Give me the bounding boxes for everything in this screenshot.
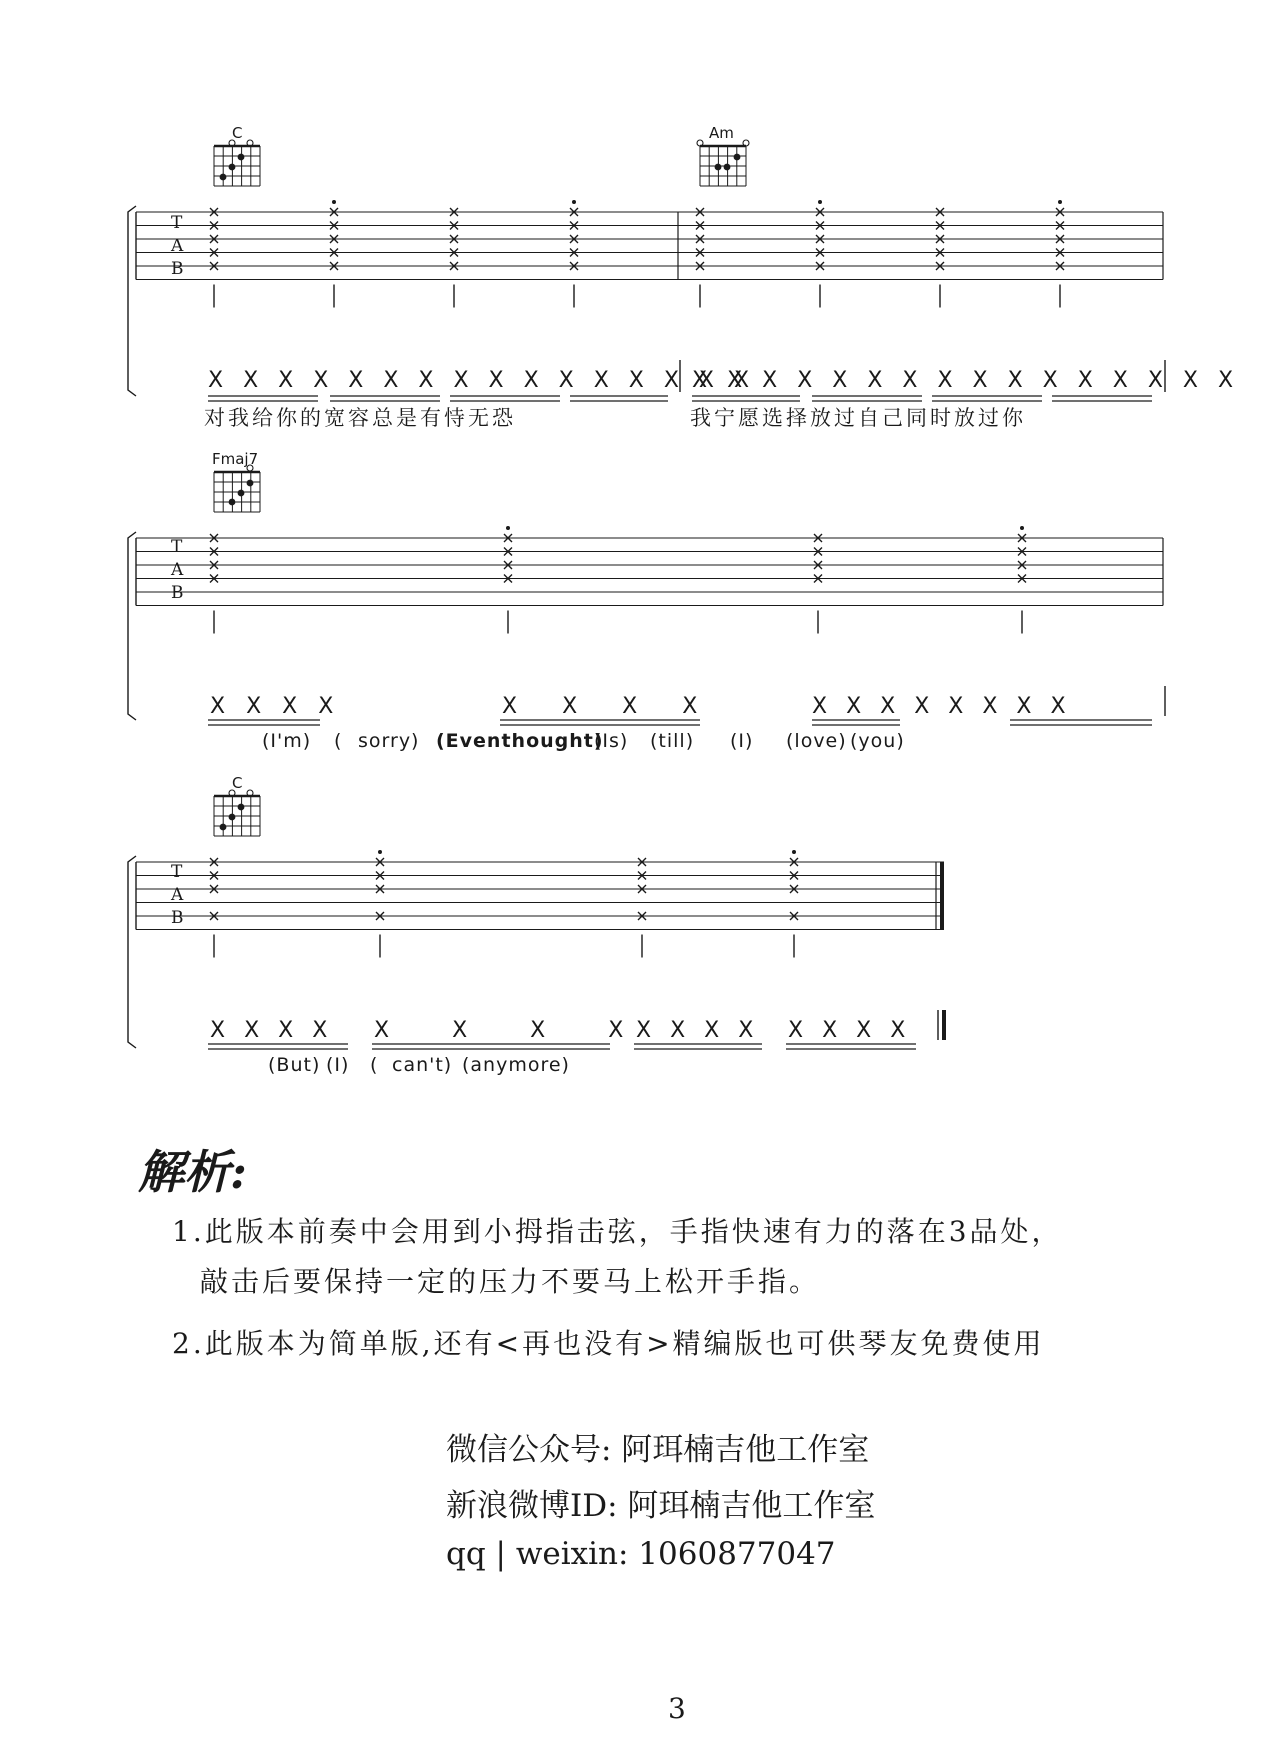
accent-dot (792, 850, 796, 854)
finger-dot (220, 174, 227, 181)
lyric-word: (till) (650, 730, 695, 752)
chord-name-c-2: C (232, 774, 243, 792)
tab-letter-a: A (171, 885, 184, 905)
rhythm-bar-1: X X X X X X X X X X X X X X X X (208, 368, 756, 393)
tab-letter-t: T (171, 213, 183, 233)
lyric-word: can't) (392, 1054, 453, 1076)
rhythm-s2-c: X X X X X X X X (812, 694, 1066, 719)
analysis-note-1-line-2: 敲击后要保持一定的压力不要马上松开手指。 (200, 1265, 821, 1298)
lyric-word: (love) (786, 730, 847, 752)
tab-letter-a: A (171, 236, 184, 256)
tab-letter-b: B (171, 583, 184, 603)
chord-name-c: C (232, 124, 243, 142)
accent-dot (378, 850, 382, 854)
accent-dot (818, 200, 822, 204)
accent-dot (1058, 200, 1062, 204)
lyric-word: (you) (850, 730, 905, 752)
tab-clef (171, 536, 184, 605)
finger-dot (220, 824, 227, 831)
system-bracket (128, 206, 136, 396)
rhythm-s2-b: X X X X (502, 694, 698, 719)
rhythm-s3-d: X X X X (788, 1018, 906, 1043)
accent-dot (332, 200, 336, 204)
tab-letter-b: B (171, 259, 184, 279)
finger-dot (724, 164, 731, 171)
finger-dot (247, 480, 254, 487)
page-number: 3 (668, 1692, 686, 1725)
tab-letter-t: T (171, 537, 183, 557)
chord-name-am: Am (709, 124, 734, 142)
accent-dot (506, 526, 510, 530)
lyric-word: (I) (730, 730, 754, 752)
rhythm-s3-c: X X X X (636, 1018, 754, 1043)
chord-name-fmaj7: Fmaj7 (212, 450, 259, 468)
finger-dot (229, 499, 236, 506)
tab-clef (171, 212, 184, 281)
analysis-note-1-line-1: 1.此版本前奏中会用到小拇指击弦，手指快速有力的落在3品处， (172, 1215, 1063, 1248)
finger-dot (238, 804, 245, 811)
contact-wechat: 微信公众号: 阿珥楠吉他工作室 (446, 1432, 870, 1468)
finger-dot (238, 154, 245, 161)
lyric-word: (I'm) (262, 730, 312, 752)
accent-dot (1020, 526, 1024, 530)
lyrics-bar-2: 我宁愿选择放过自己同时放过你 (690, 406, 1026, 430)
tab-letter-t: T (171, 862, 183, 882)
lyric-word: (anymore) (462, 1054, 570, 1076)
tab-clef (171, 861, 184, 930)
system-bracket (128, 856, 136, 1048)
lyric-word: ( (370, 1054, 379, 1076)
lyric-word: sorry) (358, 730, 420, 752)
contact-weibo: 新浪微博ID: 阿珥楠吉他工作室 (446, 1488, 876, 1524)
finger-dot (238, 490, 245, 497)
rhythm-bar-2: X X X X X X X X X X X X X X X X (692, 368, 1240, 393)
lyric-word: (Eventhought) (436, 730, 604, 752)
analysis-heading: 解析: (138, 1145, 247, 1199)
tab-letter-a: A (171, 560, 184, 580)
lyrics-bar-1: 对我给你的宽容总是有恃无恐 (204, 406, 516, 430)
system-bracket (128, 532, 136, 720)
finger-dot (229, 814, 236, 821)
analysis-note-2: 2.此版本为简单版,还有<再也没有>精编版也可供琴友免费使用 (172, 1327, 1045, 1360)
lyric-word: (But) (268, 1054, 321, 1076)
finger-dot (229, 164, 236, 171)
lyric-word: (I) (326, 1054, 350, 1076)
lyric-word: (Is) (594, 730, 629, 752)
tab-letter-b: B (171, 908, 184, 928)
finger-dot (734, 154, 741, 161)
rhythm-s3-b: X X X X (374, 1018, 624, 1043)
rhythm-s2-a: X X X X (210, 694, 334, 719)
rhythm-s3-a: X X X X (210, 1018, 328, 1043)
contact-qq: qq | weixin: 1060877047 (446, 1536, 836, 1572)
lyric-word: ( (334, 730, 343, 752)
accent-dot (572, 200, 576, 204)
finger-dot (715, 164, 722, 171)
